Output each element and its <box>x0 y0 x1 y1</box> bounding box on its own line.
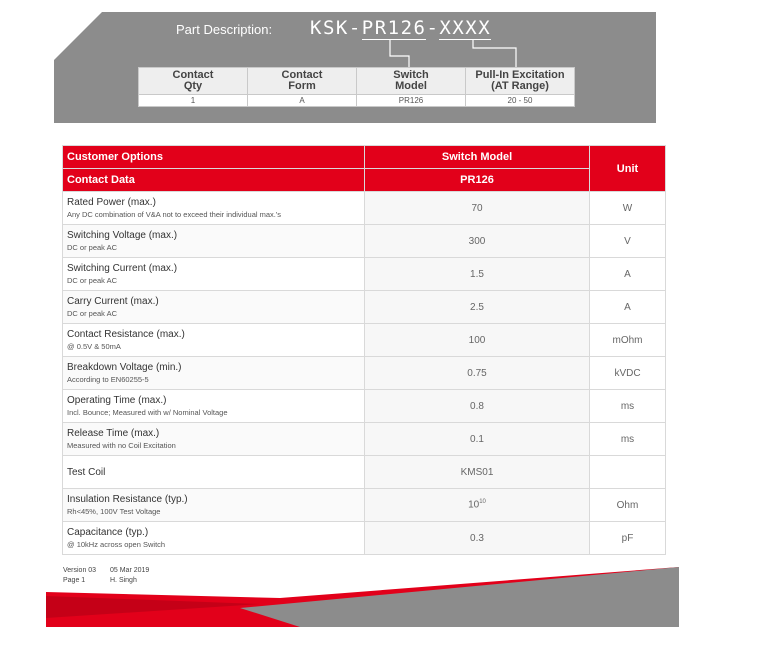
param-note: DC or peak AC <box>67 309 118 318</box>
pn-header-contact-qty: Contact Qty <box>139 68 248 95</box>
unit-column-header: Unit <box>590 146 666 192</box>
pn-value-contact-qty: 1 <box>139 95 248 107</box>
param-name: Insulation Resistance (typ.) <box>67 494 188 505</box>
param-name: Switching Current (max.) <box>67 263 178 274</box>
param-name: Switching Voltage (max.) <box>67 230 178 241</box>
param-note: DC or peak AC <box>67 243 118 252</box>
part-code-suffix: XXXX <box>439 17 492 39</box>
param-name: Operating Time (max.) <box>67 395 167 406</box>
param-unit: mOhm <box>590 324 666 357</box>
param-unit: A <box>590 291 666 324</box>
param-value-exponent: 10 <box>479 499 486 506</box>
param-value: 100 <box>365 324 590 357</box>
param-name: Capacitance (typ.) <box>67 527 149 538</box>
param-name: Carry Current (max.) <box>67 296 159 307</box>
part-code-prefix: KSK- <box>310 17 362 39</box>
param-name: Breakdown Voltage (min.) <box>67 362 182 373</box>
model-label: PR126 <box>365 169 590 192</box>
pn-value-contact-form: A <box>248 95 357 107</box>
param-note: Incl. Bounce; Measured with w/ Nominal Voltage <box>67 408 228 417</box>
param-unit: V <box>590 225 666 258</box>
param-unit: ms <box>590 390 666 423</box>
param-note: @ 0.5V & 50mA <box>67 342 121 351</box>
param-value: 0.8 <box>365 390 590 423</box>
param-unit: A <box>590 258 666 291</box>
pn-header-contact-form: Contact Form <box>248 68 357 95</box>
pn-header-pull-in: Pull-In Excitation (AT Range) <box>466 68 575 95</box>
param-value: 0.1 <box>365 423 590 456</box>
param-note: Measured with no Coil Excitation <box>67 441 176 450</box>
pn-value-pull-in: 20 - 50 <box>466 95 575 107</box>
param-note: DC or peak AC <box>67 276 118 285</box>
param-unit: kVDC <box>590 357 666 390</box>
param-value: KMS01 <box>365 456 590 489</box>
pn-header-switch-model: Switch Model <box>357 68 466 95</box>
param-name: Test Coil <box>67 466 106 478</box>
customer-options-label: Customer Options <box>63 146 365 169</box>
param-name: Release Time (max.) <box>67 428 160 439</box>
part-code-dash: - <box>426 17 440 39</box>
param-name: Contact Resistance (max.) <box>67 329 185 340</box>
footer-version: Version 03 <box>63 567 97 574</box>
param-unit: Ohm <box>590 489 666 522</box>
footer-author: H. Singh <box>110 577 137 584</box>
footer-date: 05 Mar 2019 <box>110 567 150 574</box>
param-value: 1.5 <box>365 258 590 291</box>
footer-page: Page 1 <box>63 577 86 584</box>
param-value: 70 <box>365 192 590 225</box>
param-unit: pF <box>590 522 666 555</box>
param-note: Rh<45%, 100V Test Voltage <box>67 507 161 516</box>
param-note: @ 10kHz across open Switch <box>67 540 166 549</box>
param-value: 0.75 <box>365 357 590 390</box>
pn-value-switch-model: PR126 <box>357 95 466 107</box>
part-description-label: Part Description: <box>176 22 273 37</box>
param-value-base: 10 <box>468 499 480 511</box>
param-unit: W <box>590 192 666 225</box>
param-value: 300 <box>365 225 590 258</box>
contact-data-label: Contact Data <box>63 169 365 192</box>
param-note: Any DC combination of V&A not to exceed their individual max.'s <box>67 210 282 219</box>
param-value: 0.3 <box>365 522 590 555</box>
param-note: According to EN60255-5 <box>67 375 149 384</box>
param-value: 2.5 <box>365 291 590 324</box>
param-unit: ms <box>590 423 666 456</box>
switch-model-label: Switch Model <box>365 146 590 169</box>
param-name: Rated Power (max.) <box>67 197 156 208</box>
part-code-model: PR126 <box>361 17 427 39</box>
